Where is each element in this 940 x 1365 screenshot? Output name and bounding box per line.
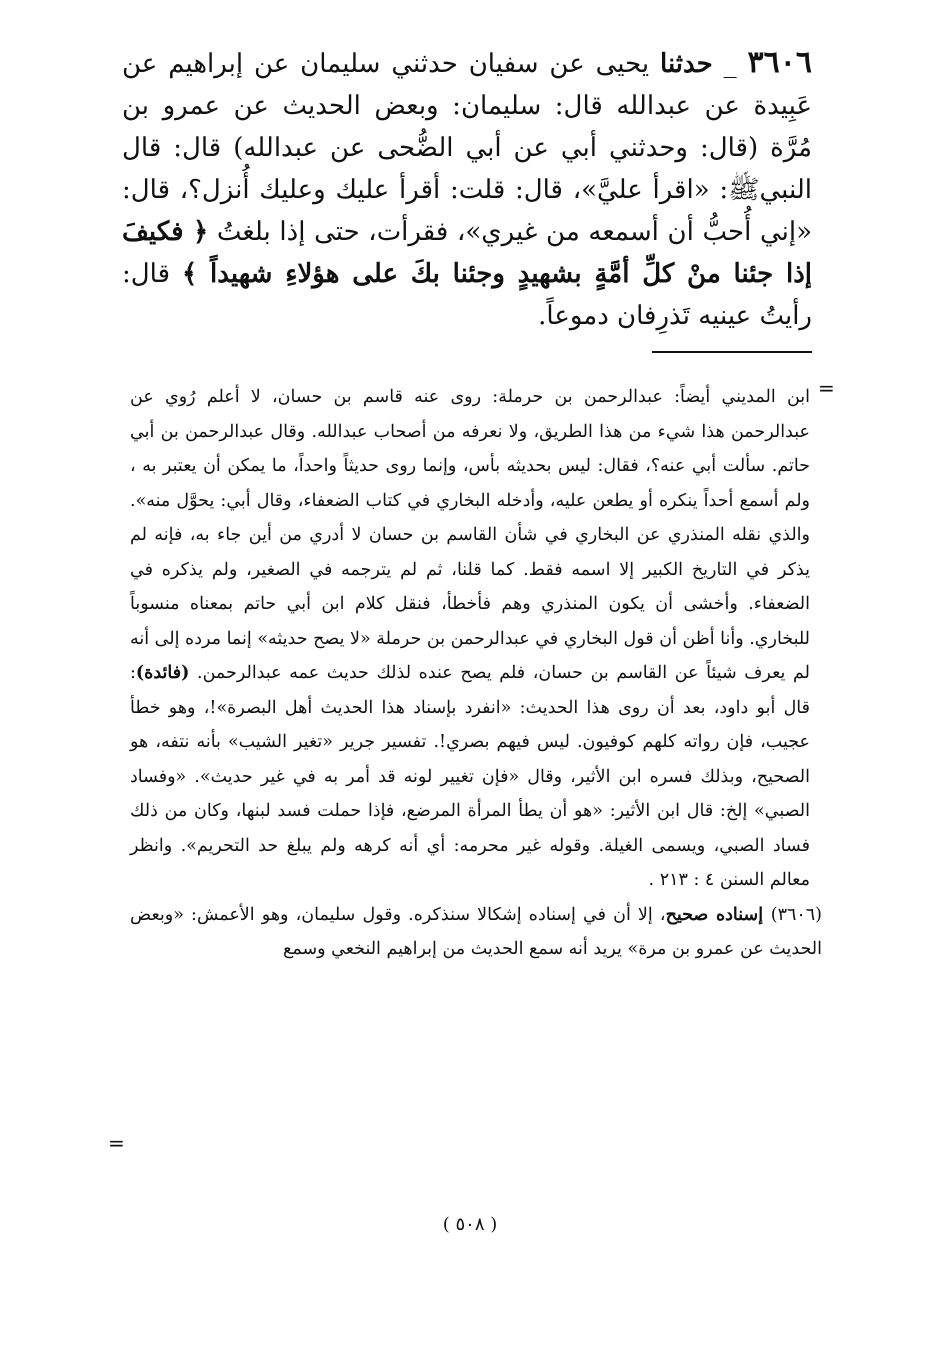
hadith-text <box>122 42 812 337</box>
footnote-faida-label: (فائدة) <box>135 663 190 683</box>
footnote-continuation-mark: = <box>818 376 835 400</box>
footnote-3606 <box>130 898 822 967</box>
footnote-para2: ، إلا أن في إسناده إشكالا سنذكره. وقول سليمان، وهو الأعمش: «وبعض الحديث عن عمرو بن مرة» يريد أنه سمع الحديث من إبراهيم النخعي وسمع <box>130 904 822 959</box>
quran-verse: ﴿ فكيفَ إذا جئنا منْ كلِّ أمَّةٍ بشهيدٍ وجئنا بكَ على هؤلاءِ شهيداً ﴾ <box>122 217 812 289</box>
footnote-number: (٣٦٠٦) <box>770 904 822 925</box>
footnote-continued <box>130 380 810 898</box>
hadith-body-a: يحيى عن سفيان حدثني سليمان عن إبراهيم عن عَبِيدة عن عبدالله قال: سليمان: وبعض الحديث عن عمرو بن مُرَّة (قال: وحدثني أبي عن أبي الضُّحى عن عبدالله) قال: قال النبيﷺ: «اقرأ عليَّ»، قال: قلت: أقرأ عليك وعليك أُنزل؟، قال: «إني أُحبُّ أن أسمعه من غيري»، فقرأت، حتى إذا بلغتُ <box>122 49 812 247</box>
footnotes <box>130 380 822 967</box>
footnote-para1: ابن المديني أيضاً: عبدالرحمن بن حرملة: روى عنه قاسم بن حسان، لا أعلم رُوي عن عبدالرحمن هذا شيء من هذا الطريق، ولا نعرفه من أصحاب عبدالله. وقال عبدالرحمن بن أبي حاتم. سألت أبي عنه؟، فقال: ليس بحديثه بأس، وإنما روى حديثاً واحداً، ما يمكن أن يعتبر به ، ولم أسمع أحداً ينكره أو يطعن عليه، وأدخله البخاري في كتاب الضعفاء، وقال أبي: يحوَّل منه». والذي نقله المنذري عن البخاري في شأن القاسم بن حسان لا أدري من أين جاء به، فإنه لم يذكر في التاريخ الكبير إلا اسمه فقط. كما قلنا، ثم لم يترجمه في الصغير، ولم يذكره في الضعفاء. وأخشى أن يكون المنذري وهم فأخطأ، فنقل كلام ابن أبي حاتم بمعناه منسوباً للبخاري. وأنا أظن أن قول البخاري في عبدالرحمن بن حرملة «لا يصح حديثه» إنما مرده إلى أنه لم يعرف شيئاً عن القاسم بن حسان، فلم يصح عنده لذلك حديث عمه عبدالرحمن. <box>130 387 810 683</box>
hadith-number: ٣٦٠٦ <box>747 45 812 80</box>
page-number: ( ٥٠٨ ) <box>442 1214 498 1235</box>
hadith-body-b: قال: رأيتُ عينيه تَذرِفان دموعاً. <box>122 259 812 331</box>
hadith-lead-word: حدثنا <box>660 49 713 79</box>
footnote-grade: إسناده صحيح <box>665 904 771 925</box>
hadith-dash: _ <box>712 49 748 79</box>
footnote-para1-b: : قال أبو داود، بعد أن روى هذا الحديث: «انفرد بإسناد هذا الحديث أهل البصرة»!، وهو خطأ عجيب، فإن رواته كلهم كوفيون. ليس فيهم بصري!. تفسير جرير «تغير الشيب» بأنه نتفه، هو الصحيح، وبذلك فسره ابن الأثير، وقال «فإن تغيير لونه قد أمر به في غير حديث». «وفساد الصبي» إلخ: قال ابن الأثير: «هو أن يطأ المرأة المرضع، فإذا حملت فسد لبنها، وكان من ذلك فساد الصبي، ويسمى الغيلة. وقوله غير محرمه: أي أنه كرهه ولم يبلغ حد التحريم». وانظر معالم السنن ٤ : ٢١٣ . <box>130 663 810 890</box>
footnote-continues-mark: = <box>108 1131 125 1155</box>
footnote-separator <box>652 351 812 353</box>
